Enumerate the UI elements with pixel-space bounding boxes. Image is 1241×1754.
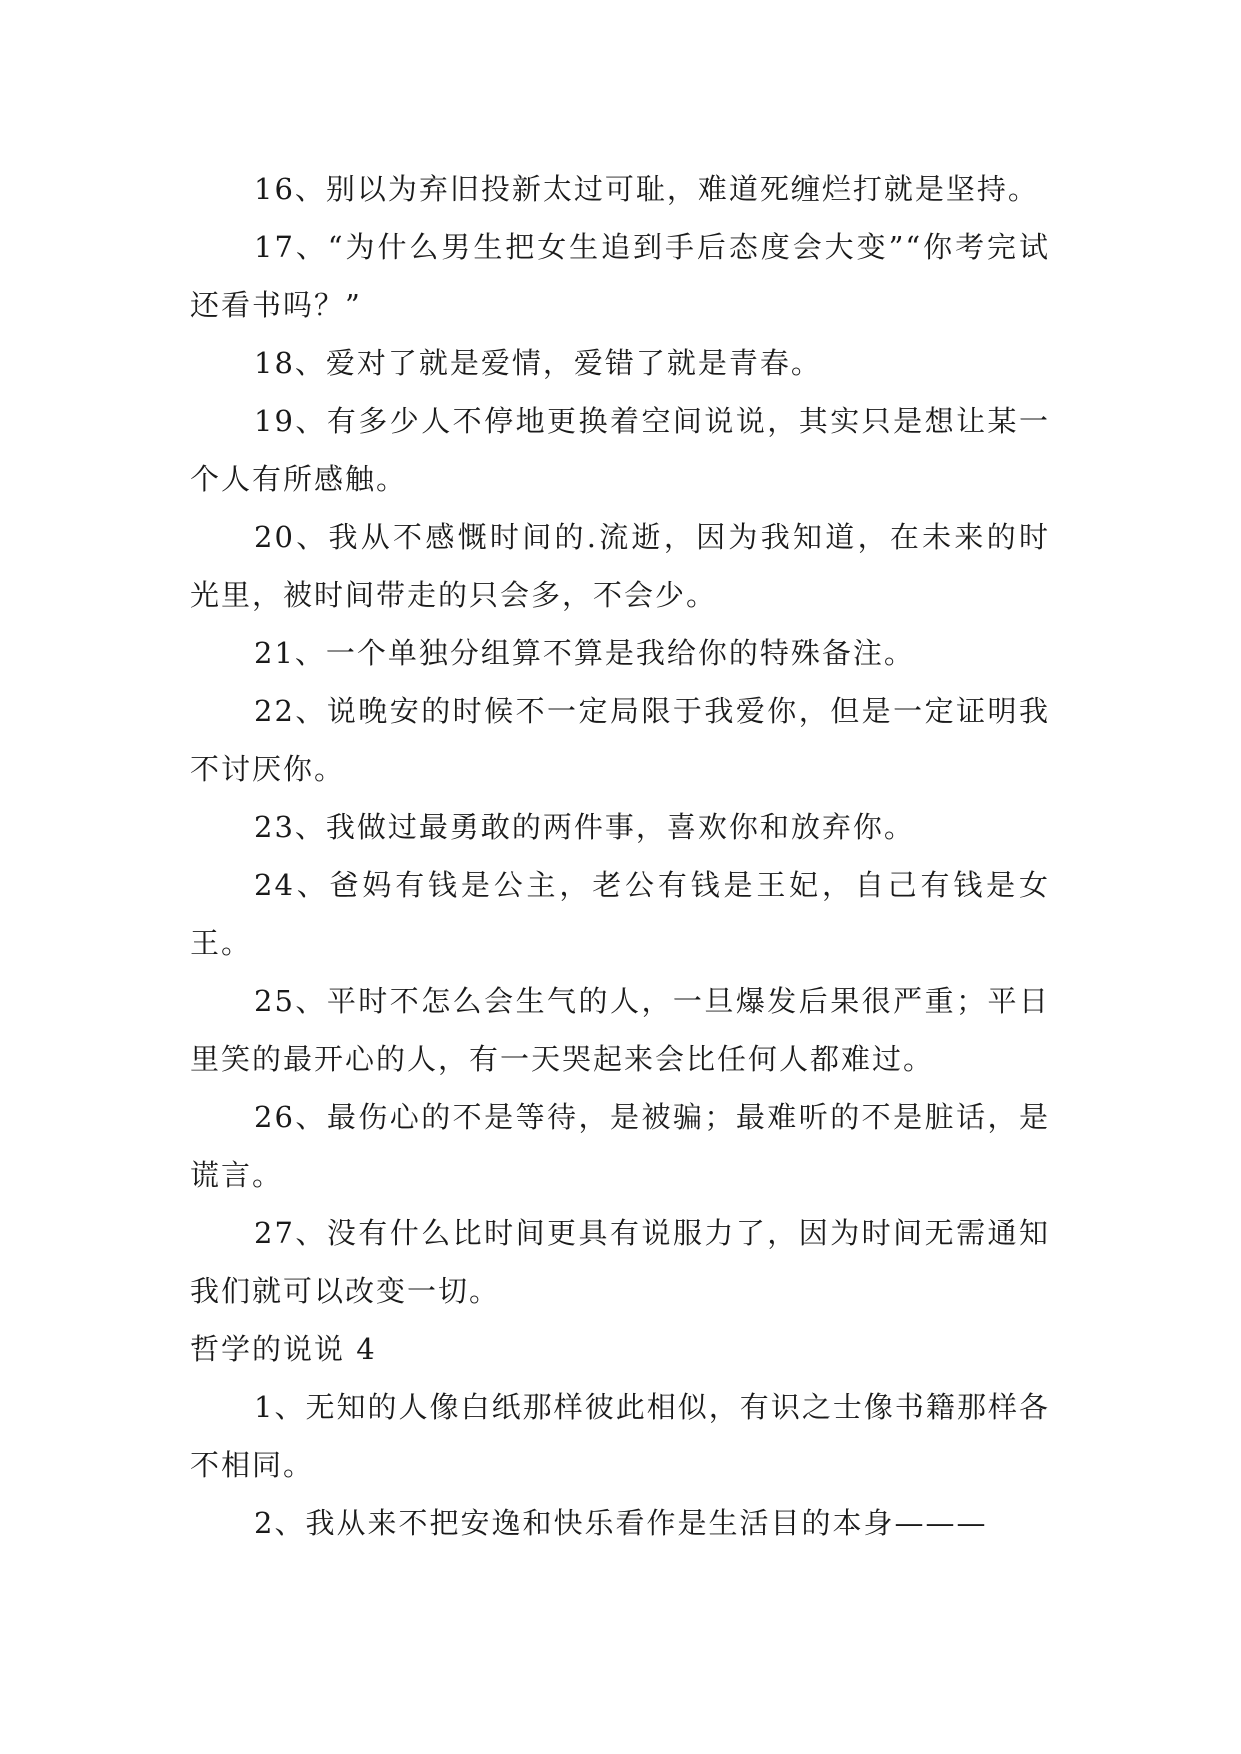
paragraph-25: 25、平时不怎么会生气的人，一旦爆发后果很严重；平日里笑的最开心的人，有一天哭起来会比任何人都难过。 (190, 984, 1050, 1076)
paragraph-20: 20、我从不感慨时间的.流逝，因为我知道，在未来的时光里，被时间带走的只会多，不会少。 (190, 520, 1050, 612)
paragraph-21: 21、一个单独分组算不算是我给你的特殊备注。 (254, 636, 915, 670)
section-heading: 哲学的说说 4 (190, 1332, 377, 1366)
paragraph-16: 16、别以为弃旧投新太过可耻，难道死缠烂打就是坚持。 (254, 172, 1039, 206)
paragraph-17: 17、“为什么男生把女生追到手后态度会大变”“你考完试还看书吗？” (190, 230, 1050, 322)
paragraph-18: 18、爱对了就是爱情，爱错了就是青春。 (254, 346, 822, 380)
paragraph-24: 24、爸妈有钱是公主，老公有钱是王妃，自己有钱是女王。 (190, 868, 1050, 960)
paragraph-23: 23、我做过最勇敢的两件事，喜欢你和放弃你。 (254, 810, 915, 844)
paragraph-22: 22、说晚安的时候不一定局限于我爱你，但是一定证明我不讨厌你。 (190, 694, 1050, 786)
paragraph-27: 27、没有什么比时间更具有说服力了，因为时间无需通知我们就可以改变一切。 (190, 1216, 1050, 1308)
paragraph-19: 19、有多少人不停地更换着空间说说，其实只是想让某一个人有所感触。 (190, 404, 1050, 496)
paragraph-26: 26、最伤心的不是等待，是被骗；最难听的不是脏话，是谎言。 (190, 1100, 1050, 1192)
paragraph-2: 2、我从来不把安逸和快乐看作是生活目的本身——— (254, 1506, 988, 1540)
paragraph-1: 1、无知的人像白纸那样彼此相似，有识之士像书籍那样各不相同。 (190, 1390, 1050, 1482)
document-body (190, 160, 1050, 1552)
